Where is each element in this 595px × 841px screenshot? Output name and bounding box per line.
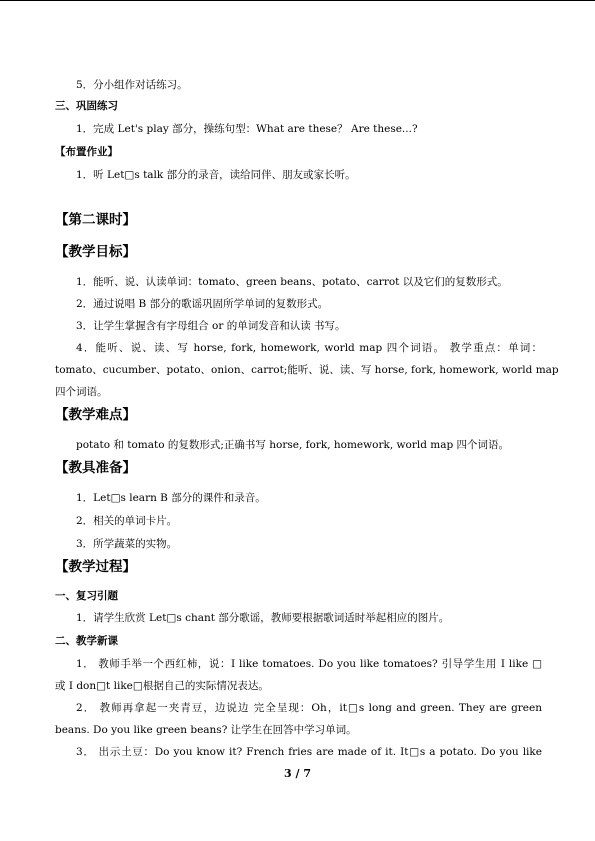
section-heading: 【教具准备】: [55, 460, 136, 476]
text-line: potato 和 tomato 的复数形式;正确书写 horse, fork, homework, world map 四个词语。: [76, 439, 510, 451]
text-line: 3． 出示土豆：Do you know it? French fries are made of it. It□s a potato. Do you like: [76, 746, 542, 758]
text-line: 1．能听、说、认读单词：tomato、green beans、potato、carrot 以及它们的复数形式。: [76, 276, 508, 288]
header-rule: [0, 0, 595, 1]
text-line: 1．Let□s learn B 部分的课件和录音。: [76, 492, 266, 504]
section-heading: 二、教学新课: [55, 635, 118, 647]
text-line: 2． 教师再拿起一夹青豆，边说边 完全呈现：Oh，it□s long and green. They are green: [76, 702, 542, 714]
text-line: 四个词语。: [55, 386, 108, 398]
text-line: 或 I don□t like□根据自己的实际情况表达。: [55, 680, 269, 692]
text-line: beans. Do you like green beans? 让学生在回答中学习单词。: [55, 724, 357, 736]
section-heading: 【教学过程】: [55, 559, 136, 575]
lesson-heading: 【第二课时】: [55, 212, 136, 228]
text-line: 4．能听、说、读、写 horse, fork, homework, world map 四个词语。 教学重点：单词：: [76, 342, 542, 354]
text-line: 1． 教师手举一个西红柿，说：I like tomatoes. Do you like tomatoes? 引导学生用 I like □: [76, 658, 542, 670]
section-heading: 三、巩固练习: [55, 100, 118, 112]
text-line: 2．通过说唱 B 部分的歌谣巩固所学单词的复数形式。: [76, 298, 329, 310]
section-heading: 一、复习引题: [55, 590, 118, 602]
text-line: tomato、cucumber、potato、onion、carrot;能听、说、读、写 horse, fork, homework, world map: [55, 364, 559, 376]
text-line: 1．完成 Let's play 部分，操练句型：What are these？ Are these...?: [76, 123, 418, 135]
text-line: 3．所学蔬菜的实物。: [76, 538, 178, 550]
text-line: 2．相关的单词卡片。: [76, 515, 178, 527]
text-line: 1．请学生欣赏 Let□s chant 部分歌谣，教师要根据歌词适时举起相应的图片。: [76, 612, 450, 624]
text-line: 5．分小组作对话练习。: [76, 79, 188, 91]
page-number: 3 / 7: [284, 767, 311, 780]
text-line: 3．让学生掌握含有字母组合 or 的单词发音和认读 书写。: [76, 320, 346, 332]
section-heading: 【教学目标】: [55, 244, 136, 260]
section-heading: 【教学难点】: [55, 407, 136, 423]
section-heading: 【布置作业】: [55, 146, 118, 158]
text-line: 1．听 Let□s talk 部分的录音，读给同伴、朋友或家长听。: [76, 169, 356, 181]
